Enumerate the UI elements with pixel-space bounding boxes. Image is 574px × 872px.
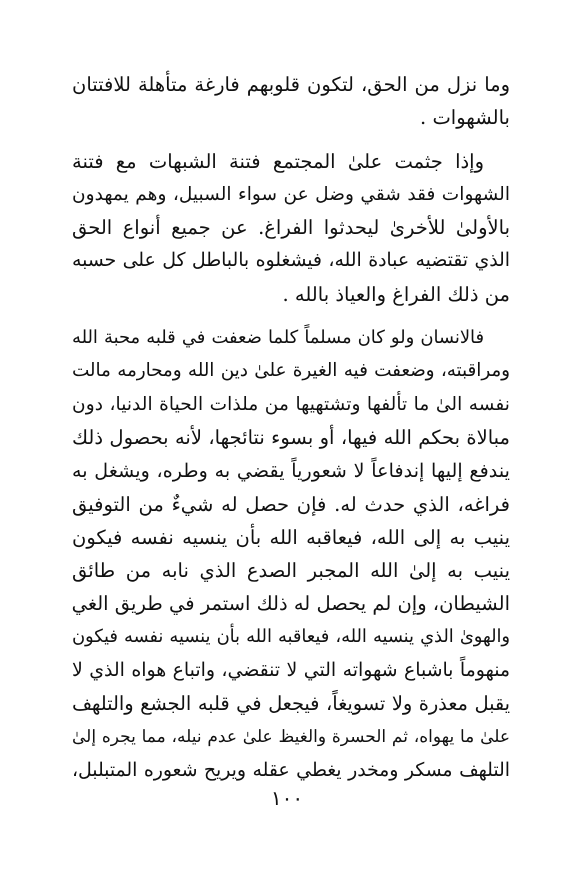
text-line: بالشهوات . bbox=[420, 106, 510, 130]
text-line: ومراقبته، وضعفت فيه الغيرة علىٰ دين الله ومحارمه مالت bbox=[72, 360, 510, 382]
text-line: الشيطان، وإن لم يحصل له ذلك استمر في طريق الغي bbox=[71, 592, 510, 616]
text-line: والهوىٰ الذي ينسيه الله، فيعاقبه الله بأن ينسيه نفسه فيكون bbox=[72, 626, 510, 647]
text-line: فراغه، الذي حدث له. فإن حصل له شيءٌ من التوفيق bbox=[72, 492, 510, 516]
text-line: يقبل معذرة ولا تسويغاً، فيجعل في قلبه الجشع والتلهف bbox=[72, 692, 510, 716]
text-line: من ذلك الفراغ والعياذ بالله . bbox=[282, 282, 510, 306]
text-line: بالأولىٰ للأخرىٰ ليحدثوا الفراغ. عن جميع أنواع الحق bbox=[72, 216, 510, 240]
text-line: الشهوات فقد شقي وضل عن سواء السبيل، وهم يمهدون bbox=[72, 183, 510, 205]
text-line: نفسه الىٰ ما تألفها وتشتهيها من ملذات الحياة الدنيا، دون bbox=[72, 393, 510, 415]
text-line: وما نزل من الحق، لتكون قلوبهم فارغة متأهلة للافتتان bbox=[72, 73, 510, 96]
text-line: التلهف مسكر ومخدر يغطي عقله ويريح شعوره المتبلبل، bbox=[72, 759, 510, 781]
body-text bbox=[72, 68, 510, 787]
text-line: منهوماً باشباع شهواته التي لا تنقضي، واتباع هواه الذي لا bbox=[72, 659, 510, 682]
text-line: ينيب به إلى الله، فيعاقبه الله بأن ينسيه نفسه فيكون bbox=[72, 525, 510, 549]
paragraph-3 bbox=[72, 321, 510, 787]
text-line: علىٰ ما يهواه، ثم الحسرة والغيظ علىٰ عدم نيله، مما يجره إلىٰ bbox=[72, 726, 510, 747]
paragraph-2 bbox=[72, 145, 510, 311]
text-line: الذي تقتضيه عبادة الله، فيشغلوه بالباطل كل على حسبه bbox=[72, 250, 510, 272]
text-line: يندفع إليها إندفاعاً لا شعورياً يقضي به وطره، ويشغل به bbox=[72, 459, 510, 483]
text-line: ينيب به إلىٰ الله المجبر الصدع الذي نابه من طائق bbox=[72, 559, 510, 583]
paragraph-1 bbox=[72, 68, 510, 135]
page-number: ١٠٠ bbox=[270, 786, 304, 810]
text-line: مبالاة بحكم الله فيها، أو بسوء نتائجها، لأنه بحصول ذلك bbox=[72, 425, 510, 449]
text-line: وإذا جثمت علىٰ المجتمع فتنة الشبهات مع فتنة bbox=[72, 149, 484, 173]
text-line: فالانسان ولو كان مسلماً كلما ضعفت في قلبه محبة الله bbox=[72, 327, 484, 349]
